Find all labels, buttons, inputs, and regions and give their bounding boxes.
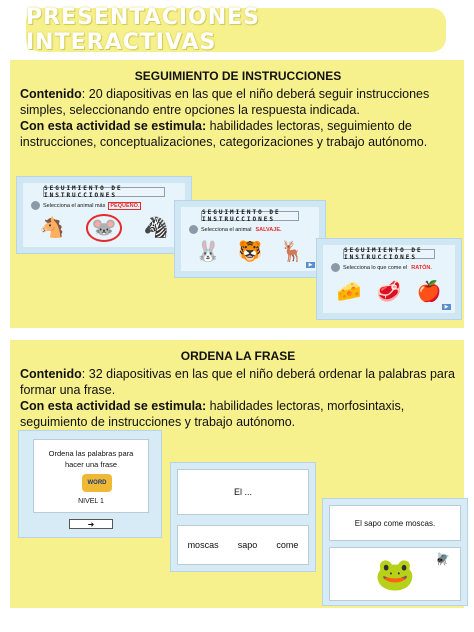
slide-preview-1[interactable] — [16, 176, 192, 254]
apple-icon[interactable]: 🍎 — [416, 281, 442, 303]
word-chip[interactable]: come — [276, 540, 299, 550]
options-row — [29, 213, 179, 243]
word-chip[interactable]: sapo — [237, 540, 258, 550]
deer-icon[interactable]: 🦌 — [279, 241, 305, 263]
slide-header: SEGUIMIENTO DE INSTRUCCIONES — [43, 187, 165, 197]
sentence-area — [177, 469, 309, 515]
title-banner — [26, 5, 446, 55]
options-row — [187, 237, 313, 267]
word-bank — [177, 525, 309, 565]
section-heading: ORDENA LA FRASE — [180, 349, 296, 363]
mouse-option-icon[interactable]: 🐭 — [86, 214, 123, 242]
instruction-highlight: PEQUEÑO. — [110, 202, 140, 209]
instruction-highlight: RATÓN. — [411, 264, 432, 271]
contenido-label: Contenido — [20, 87, 82, 101]
options-row — [329, 275, 449, 309]
horse-icon[interactable]: 🐴 — [39, 217, 65, 239]
mouse-icon — [31, 201, 40, 210]
word-logo: WORD — [82, 474, 112, 492]
tiger-icon[interactable]: 🐯 — [237, 241, 263, 263]
frog-icon: 🐸 — [375, 556, 415, 592]
slide-body — [23, 183, 185, 247]
slide-instruction: Ordena las palabras para hacer una frase — [48, 449, 134, 469]
slide-preview-2[interactable] — [174, 200, 326, 278]
estimula-paragraph — [20, 118, 456, 150]
panel-text — [20, 348, 456, 430]
instruction-text: Selecciona el animal — [201, 226, 252, 233]
sentence-text: El sapo come moscas. — [354, 518, 436, 528]
slide-body — [323, 245, 455, 313]
sentence-area — [329, 505, 461, 541]
contenido-label: Contenido — [20, 367, 82, 381]
panel-ordena — [10, 340, 464, 608]
word-chip[interactable]: moscas — [187, 540, 219, 550]
slide-instruction — [31, 201, 141, 210]
picture-area — [329, 547, 461, 601]
sentence-text: El ... — [233, 487, 252, 497]
estimula-text: habilidades lectoras, seguimiento de instrucciones, conceptualizaciones, categorizaciones y trabajo autónomo. — [20, 119, 428, 149]
next-arrow-button[interactable]: ➜ — [69, 519, 113, 529]
contenido-text: : 32 diapositivas en las que el niño deberá ordenar la palabras para formar una frase. — [20, 367, 455, 397]
estimula-text: habilidades lectoras, morfosintaxis, seguimiento de instrucciones y trabajo autónomo. — [20, 399, 405, 429]
cheese-icon[interactable]: 🧀 — [336, 281, 362, 303]
mouse-icon — [189, 225, 198, 234]
estimula-label: Con esta actividad se estimula: — [20, 119, 207, 133]
slide-body — [181, 207, 319, 271]
mouse-icon — [331, 263, 340, 272]
slide-preview-3[interactable] — [316, 238, 462, 320]
next-arrow-button[interactable]: ▶ — [442, 304, 451, 310]
panel-seguimiento — [10, 60, 464, 328]
instruction-highlight: SALVAJE. — [255, 226, 282, 233]
level-label: NIVEL 1 — [78, 498, 104, 505]
contenido-paragraph — [20, 366, 456, 398]
slide-header: SEGUIMIENTO DE INSTRUCCIONES — [201, 211, 299, 221]
rabbit-icon[interactable]: 🐰 — [195, 241, 221, 263]
instruction-text: Selecciona el animal más — [43, 202, 106, 209]
page-title: PRESENTACIONES INTERACTIVAS — [26, 5, 261, 55]
estimula-label: Con esta actividad se estimula: — [20, 399, 207, 413]
panel-text — [20, 68, 456, 150]
contenido-paragraph — [20, 86, 456, 118]
slide-instruction — [331, 263, 433, 272]
contenido-text: : 20 diapositivas en las que el niño deberá seguir instrucciones simples, seleccionando entre opciones la respuesta indicada. — [20, 87, 430, 117]
ordena-slide-2[interactable] — [170, 462, 316, 572]
ordena-slide-1[interactable] — [18, 430, 162, 538]
slide-card — [33, 439, 149, 513]
next-arrow-button[interactable]: ▶ — [306, 262, 315, 268]
fly-icon: 🪰 — [435, 552, 450, 566]
slide-instruction — [189, 225, 283, 234]
ordena-slide-3[interactable] — [322, 498, 468, 606]
instruction-text: Selecciona lo que come el — [343, 264, 408, 271]
section-heading: SEGUIMIENTO DE INSTRUCCIONES — [134, 69, 342, 83]
estimula-paragraph — [20, 398, 456, 430]
meat-icon[interactable]: 🥩 — [376, 281, 402, 303]
slide-header: SEGUIMIENTO DE INSTRUCCIONES — [343, 249, 435, 259]
zebra-icon[interactable]: 🦓 — [143, 217, 169, 239]
